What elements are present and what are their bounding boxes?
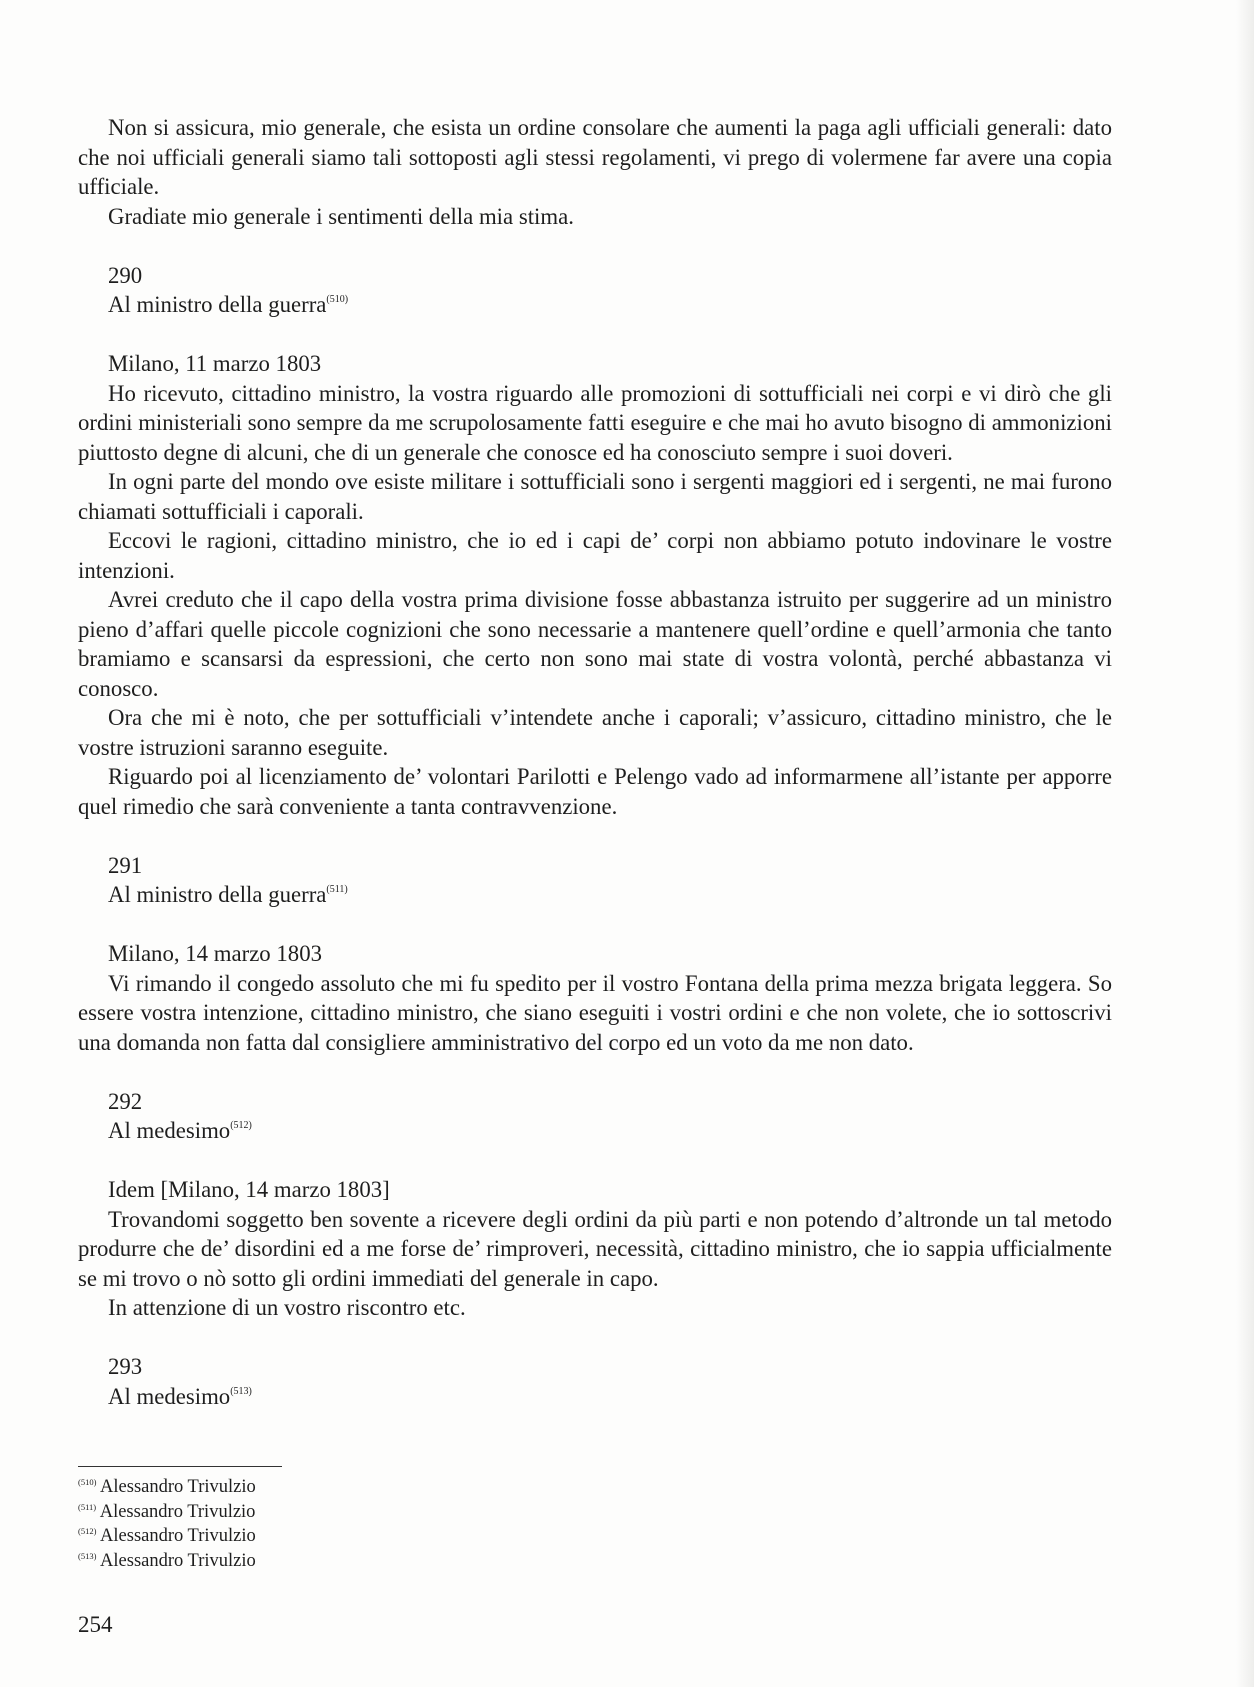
letter-number: 292: [108, 1088, 143, 1114]
letter-date: Idem [Milano, 14 marzo 1803]: [108, 1177, 390, 1202]
letter-recipient: Al ministro della guerra$^{(511)}$: [108, 882, 348, 907]
letter-recipient: Al ministro della guerra$^{(510)}$: [108, 292, 349, 317]
footnote-ref[interactable]: (512): [230, 1120, 252, 1131]
paragraph: Avrei creduto che il capo della vostra prima divisione fosse abbastanza istruito per suggerire ad un ministro pieno d’affari quelle piccole cognizioni che sono necessarie a mantenere quell’ordine e quell’armonia che tanto bramiamo e scansarsi da espressioni, che certo non sono mai state di vostra volontà, perché abbastanza vi conosco.: [78, 587, 1112, 701]
paragraph: In attenzione di un vostro riscontro etc.: [108, 1295, 466, 1320]
page-number: 254: [78, 1612, 113, 1637]
footnotes: [78, 1475, 256, 1573]
letter-number: 293: [108, 1354, 143, 1379]
page-edge-shadow: [1236, 0, 1254, 1687]
letter-date: Milano, 11 marzo 1803: [108, 351, 322, 376]
page-body: [78, 113, 1112, 1411]
footnote-divider: [78, 1466, 282, 1467]
paragraph: Ora che mi è noto, che per sottufficiali v’intendete anche i caporali; v’assicuro, cittadino ministro, che le vostre istruzioni saranno eseguite.: [78, 705, 1112, 760]
paragraph: Riguardo poi al licenziamento de’ volontari Parilotti e Pelengo vado ad informarmene all’istante per apporre quel rimedio che sarà conveniente a tanta contravvenzione.: [78, 764, 1112, 819]
paragraph: Gradiate mio generale i sentimenti della mia stima.: [108, 203, 574, 229]
footnote: $^{(510)}$ Alessandro Trivulzio: [78, 1477, 256, 1497]
footnote: $^{(511)}$ Alessandro Trivulzio: [78, 1501, 256, 1522]
letter-number: 290: [108, 262, 143, 288]
letter-number: 291: [108, 852, 143, 878]
paragraph: Vi rimando il congedo assoluto che mi fu spedito per il vostro Fontana della prima mezza brigata leggera. So essere vostra intenzione, cittadino ministro, che siano eseguiti i vostri ordini e che non volete, che io sottoscrivi una domanda non fatta dal consigliere amministrativo del corpo ed un voto da me non dato.: [78, 970, 1112, 1055]
letter-recipient: Al medesimo$^{(513)}$: [108, 1383, 252, 1409]
letter-recipient: Al medesimo$^{(512)}$: [108, 1118, 252, 1143]
letter-date: Milano, 14 marzo 1803: [108, 941, 322, 966]
footnote-ref[interactable]: (511): [326, 884, 348, 895]
paragraph: Trovandomi soggetto ben sovente a ricevere degli ordini da più parti e non potendo d’altronde un tal metodo produrre che de’ disordini ed a me forse de’ rimproveri, necessità, cittadino ministro, che io sappia ufficialmente se mi trovo o nò sotto gli ordini immediati del generale in capo.: [78, 1206, 1112, 1291]
paragraph: Non si assicura, mio generale, che esista un ordine consolare che aumenti la paga agli ufficiali generali: dato che noi ufficiali generali siamo tali sottoposti agli stessi regolamenti, vi prego di volermene far avere una copia ufficiale.: [78, 115, 1112, 199]
paragraph: Ho ricevuto, cittadino ministro, la vostra riguardo alle promozioni di sottufficiali nei corpi e vi dirò che gli ordini ministeriali sono sempre da me scrupolosamente fatti eseguire e che mai ho avuto bisogno di ammonizioni piuttosto degne di alcuni, che di un generale che conosce ed ha conosciuto sempre i suoi doveri.: [78, 380, 1112, 465]
footnote: $^{(512)}$ Alessandro Trivulzio: [78, 1526, 256, 1546]
paragraph: Eccovi le ragioni, cittadino ministro, che io ed i capi de’ corpi non abbiamo potuto indovinare le vostre intenzioni.: [78, 528, 1112, 583]
footnote-ref[interactable]: (510): [326, 294, 349, 305]
footnote-ref[interactable]: (513): [230, 1385, 252, 1397]
paragraph: In ogni parte del mondo ove esiste militare i sottufficiali sono i sergenti maggiori ed i sergenti, ne mai furono chiamati sottufficiali i caporali.: [78, 469, 1112, 524]
footnote: $^{(513)}$ Alessandro Trivulzio: [78, 1550, 256, 1571]
